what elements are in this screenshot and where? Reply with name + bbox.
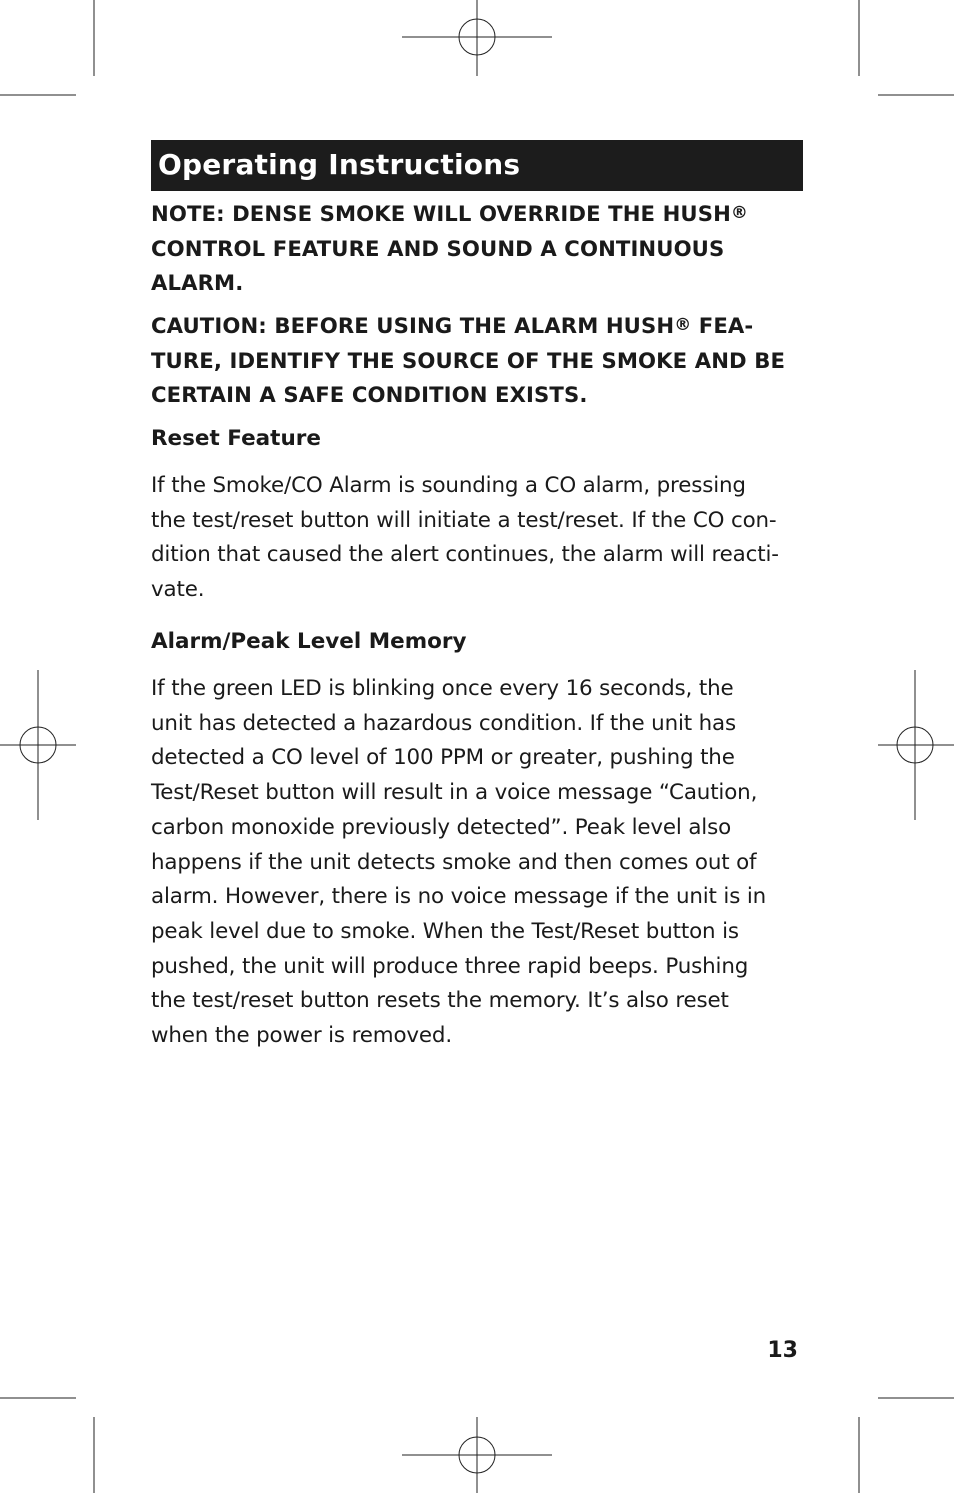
registered-mark: ® <box>674 315 692 335</box>
peak-line-2: unit has detected a hazardous condition. If the unit has <box>151 710 737 736</box>
peak-line-8: peak level due to smoke. When the Test/Reset button is <box>151 918 739 944</box>
reset-line-1: If the Smoke/CO Alarm is sounding a CO alarm, pressing <box>151 473 746 498</box>
reset-line-4: vate. <box>151 577 205 603</box>
peak-line-5: carbon monoxide previously detected”. Peak level also <box>151 814 732 840</box>
caution-block <box>151 309 801 413</box>
peak-memory-heading: Alarm/Peak Level Memory <box>151 629 467 654</box>
reset-line-3: dition that caused the alert continues, the alarm will reacti- <box>151 542 779 568</box>
page-number: 13 <box>767 1338 798 1363</box>
note-text <box>151 197 801 301</box>
peak-line-9: pushed, the unit will produce three rapid beeps. Pushing <box>151 953 749 979</box>
note-line-3: ALARM. <box>151 270 244 296</box>
section-title: Operating Instructions <box>158 148 521 181</box>
peak-line-10: the test/reset button resets the memory. It’s also reset <box>151 988 729 1014</box>
reset-feature-heading-block <box>151 424 801 454</box>
section-header-bar <box>151 140 803 191</box>
peak-memory-heading-block <box>151 627 801 657</box>
peak-line-4: Test/Reset button will result in a voice message “Caution, <box>151 780 758 806</box>
note-block <box>151 197 801 301</box>
caution-line-3: CERTAIN A SAFE CONDITION EXISTS. <box>151 382 588 408</box>
peak-line-7: alarm. However, there is no voice message if the unit is in <box>151 884 767 910</box>
registered-mark: ® <box>730 203 749 223</box>
caution-line-2: TURE, IDENTIFY THE SOURCE OF THE SMOKE AND BE <box>151 347 786 373</box>
reset-feature-heading: Reset Feature <box>151 426 321 451</box>
peak-line-6: happens if the unit detects smoke and then comes out of <box>151 849 757 875</box>
reset-feature-body <box>151 469 801 608</box>
note-line-1: NOTE: DENSE SMOKE WILL OVERRIDE THE HUSH® <box>151 201 749 226</box>
peak-memory-body <box>151 672 801 1054</box>
peak-line-11: when the power is removed. <box>151 1023 452 1049</box>
reset-line-2: the test/reset button will initiate a test/reset. If the CO con- <box>151 507 777 533</box>
peak-line-3: detected a CO level of 100 PPM or greater, pushing the <box>151 745 735 771</box>
peak-memory-paragraph <box>151 672 801 1054</box>
caution-text <box>151 309 801 413</box>
peak-line-1: If the green LED is blinking once every 16 seconds, the <box>151 676 734 701</box>
note-line-2: CONTROL FEATURE AND SOUND A CONTINUOUS <box>151 235 725 261</box>
caution-line-1: CAUTION: BEFORE USING THE ALARM HUSH® FEA- <box>151 313 754 338</box>
reset-feature-paragraph <box>151 469 801 608</box>
